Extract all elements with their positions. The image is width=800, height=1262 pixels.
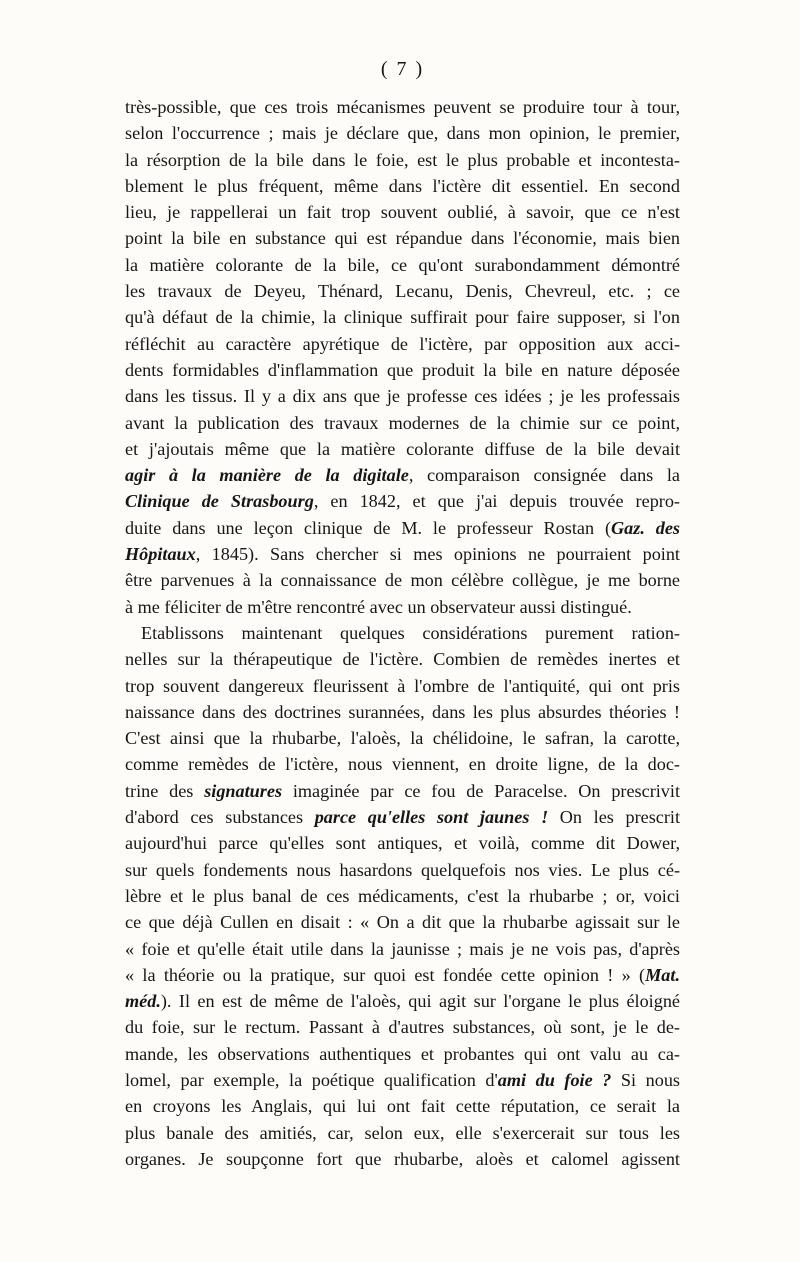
text-segment: en croyons les Anglais, qui lui ont fait cette réputation, ce serait la: [125, 1096, 680, 1117]
text-line: [125, 304, 680, 330]
text-line: [125, 252, 680, 278]
text-line: [125, 620, 680, 646]
text-segment: C'est ainsi que la rhubarbe, l'aloès, la chélidoine, le safran, la carotte,: [125, 728, 680, 749]
text-line: [125, 883, 680, 909]
text-segment: ce que déjà Cullen en disait : « On a dit que la rhubarbe agissait sur le: [125, 912, 680, 933]
text-line: [125, 357, 680, 383]
text-segment: « foie et qu'elle était utile dans la jaunisse ; mais je ne vois pas, d'après: [125, 938, 680, 959]
text-segment: organes. Je soupçonne fort que rhubarbe, aloès et calomel agissent: [125, 1148, 680, 1169]
text-line: [125, 94, 680, 120]
text-segment: blement le plus fréquent, même dans l'ictère dit essentiel. En second: [125, 175, 680, 196]
text-segment: selon l'occurrence ; mais je déclare que, dans mon opinion, le premier,: [125, 123, 680, 144]
text-line: [125, 462, 680, 488]
text-line: [125, 225, 680, 251]
text-line: [125, 857, 680, 883]
italic-segment: ami du foie ?: [497, 1069, 612, 1090]
text-line: [125, 515, 680, 541]
paragraph: [125, 620, 680, 1172]
text-segment: lieu, je rappellerai un fait trop souvent oublié, à savoir, que ce n'est: [125, 202, 680, 223]
text-line: [125, 1041, 680, 1067]
text-line: [125, 1120, 680, 1146]
text-segment: les travaux de Deyeu, Thénard, Lecanu, Denis, Chevreul, etc. ; ce: [125, 281, 680, 302]
text-line: [125, 541, 680, 567]
text-segment: à me féliciter de m'être rencontré avec un observateur aussi distingué.: [125, 596, 632, 617]
text-line: [125, 936, 680, 962]
text-segment: du foie, sur le rectum. Passant à d'autres substances, où sont, je le de-: [125, 1017, 680, 1038]
text-line: [125, 1067, 680, 1093]
text-segment: trop souvent dangereux fleurissent à l'ombre de l'antiquité, qui ont pris: [125, 675, 680, 696]
text-segment: être parvenues à la connaissance de mon célèbre collègue, je me borne: [125, 570, 680, 591]
text-segment: Si nous: [611, 1069, 680, 1090]
italic-segment: agir à la manière de la digitale: [125, 465, 409, 486]
text-segment: ). Il en est de même de l'aloès, qui agit sur l'organe le plus éloigné: [160, 991, 680, 1012]
text-line: [125, 804, 680, 830]
text-segment: la matière colorante de la bile, ce qu'ont surabondamment démontré: [125, 254, 680, 275]
text-segment: plus banale des amitiés, car, selon eux, elle s'exercerait sur tous les: [125, 1122, 680, 1143]
text-segment: mande, les observations authentiques et probantes qui ont valu au ca-: [125, 1043, 680, 1064]
text-segment: sur quels fondements nous hasardons quelquefois nos vies. Le plus cé-: [125, 859, 680, 880]
italic-segment: Gaz. des: [611, 517, 680, 538]
text-segment: très-possible, que ces trois mécanismes peuvent se produire tour à tour,: [125, 97, 680, 117]
text-line: [125, 120, 680, 146]
text-segment: point la bile en substance qui est répandue dans l'économie, mais bien: [125, 228, 680, 249]
text-segment: « la théorie ou la pratique, sur quoi est fondée cette opinion ! » (: [125, 964, 646, 985]
text-segment: qu'à défaut de la chimie, la clinique suffirait pour faire supposer, si l'on: [125, 307, 680, 328]
text-line: [125, 278, 680, 304]
text-line: [125, 751, 680, 777]
page: [125, 52, 680, 1172]
italic-segment: parce qu'elles sont jaunes !: [314, 807, 549, 828]
text-line: [125, 1093, 680, 1119]
italic-segment: Hôpitaux: [125, 544, 196, 565]
text-line: [125, 594, 680, 620]
text-segment: , en 1842, et que j'ai depuis trouvée repro-: [313, 491, 680, 512]
text-line: [125, 567, 680, 593]
text-segment: avant la publication des travaux modernes de la chimie sur ce point,: [125, 412, 680, 433]
page-number: ( 7 ): [380, 58, 425, 80]
text-line: [125, 909, 680, 935]
text-line: [125, 1146, 680, 1172]
text-segment: dans les tissus. Il y a dix ans que je professe ces idées ; je les professais: [125, 386, 680, 407]
text-line: [125, 962, 680, 988]
text-segment: comme remèdes de l'ictère, nous viennent, en droite ligne, de la doc-: [125, 754, 680, 775]
text-line: [125, 383, 680, 409]
text-segment: la résorption de la bile dans le foie, est le plus probable et incontesta-: [125, 149, 680, 170]
text-segment: , comparaison consignée dans la: [408, 465, 680, 486]
text-line: [125, 199, 680, 225]
italic-segment: signatures: [204, 780, 283, 801]
text-line: [125, 488, 680, 514]
text-segment: , 1845). Sans chercher si mes opinions ne pourraient point: [195, 544, 680, 565]
text-segment: lèbre et le plus banal de ces médicaments, c'est la rhubarbe ; or, voici: [125, 885, 680, 906]
text-segment: lomel, par exemple, la poétique qualification d': [125, 1069, 498, 1090]
text-segment: Etablissons maintenant quelques considérations purement ration-: [141, 622, 680, 643]
text-line: [125, 725, 680, 751]
text-segment: imaginée par ce fou de Paracelse. On prescrivit: [282, 780, 681, 801]
text-segment: réfléchit au caractère apyrétique de l'ictère, par opposition aux acci-: [125, 333, 680, 354]
text-line: [125, 331, 680, 357]
text-segment: On les prescrit: [548, 807, 681, 828]
body-text: [125, 94, 680, 1172]
text-segment: d'abord ces substances: [125, 807, 315, 828]
text-line: [125, 778, 680, 804]
text-line: [125, 1014, 680, 1040]
italic-segment: Clinique de Strasbourg: [125, 491, 314, 512]
text-line: [125, 673, 680, 699]
text-segment: nelles sur la thérapeutique de l'ictère. Combien de remèdes inertes et: [125, 649, 680, 670]
italic-segment: méd.: [125, 991, 161, 1012]
text-line: [125, 646, 680, 672]
paragraph: [125, 94, 680, 620]
text-segment: duite dans une leçon clinique de M. le professeur Rostan (: [125, 517, 612, 538]
text-line: [125, 988, 680, 1014]
text-line: [125, 436, 680, 462]
italic-segment: Mat.: [645, 964, 680, 985]
text-line: [125, 147, 680, 173]
text-line: [125, 410, 680, 436]
text-line: [125, 699, 680, 725]
text-segment: dents formidables d'inflammation que produit la bile en nature déposée: [125, 359, 680, 380]
text-segment: naissance dans des doctrines surannées, dans les plus absurdes théories !: [125, 701, 680, 722]
text-line: [125, 173, 680, 199]
text-segment: aujourd'hui parce qu'elles sont antiques, et voilà, comme dit Dower,: [125, 833, 680, 854]
text-line: [125, 830, 680, 856]
text-segment: et j'ajoutais même que la matière colorante diffuse de la bile devait: [125, 438, 680, 459]
text-segment: trine des: [125, 780, 205, 801]
